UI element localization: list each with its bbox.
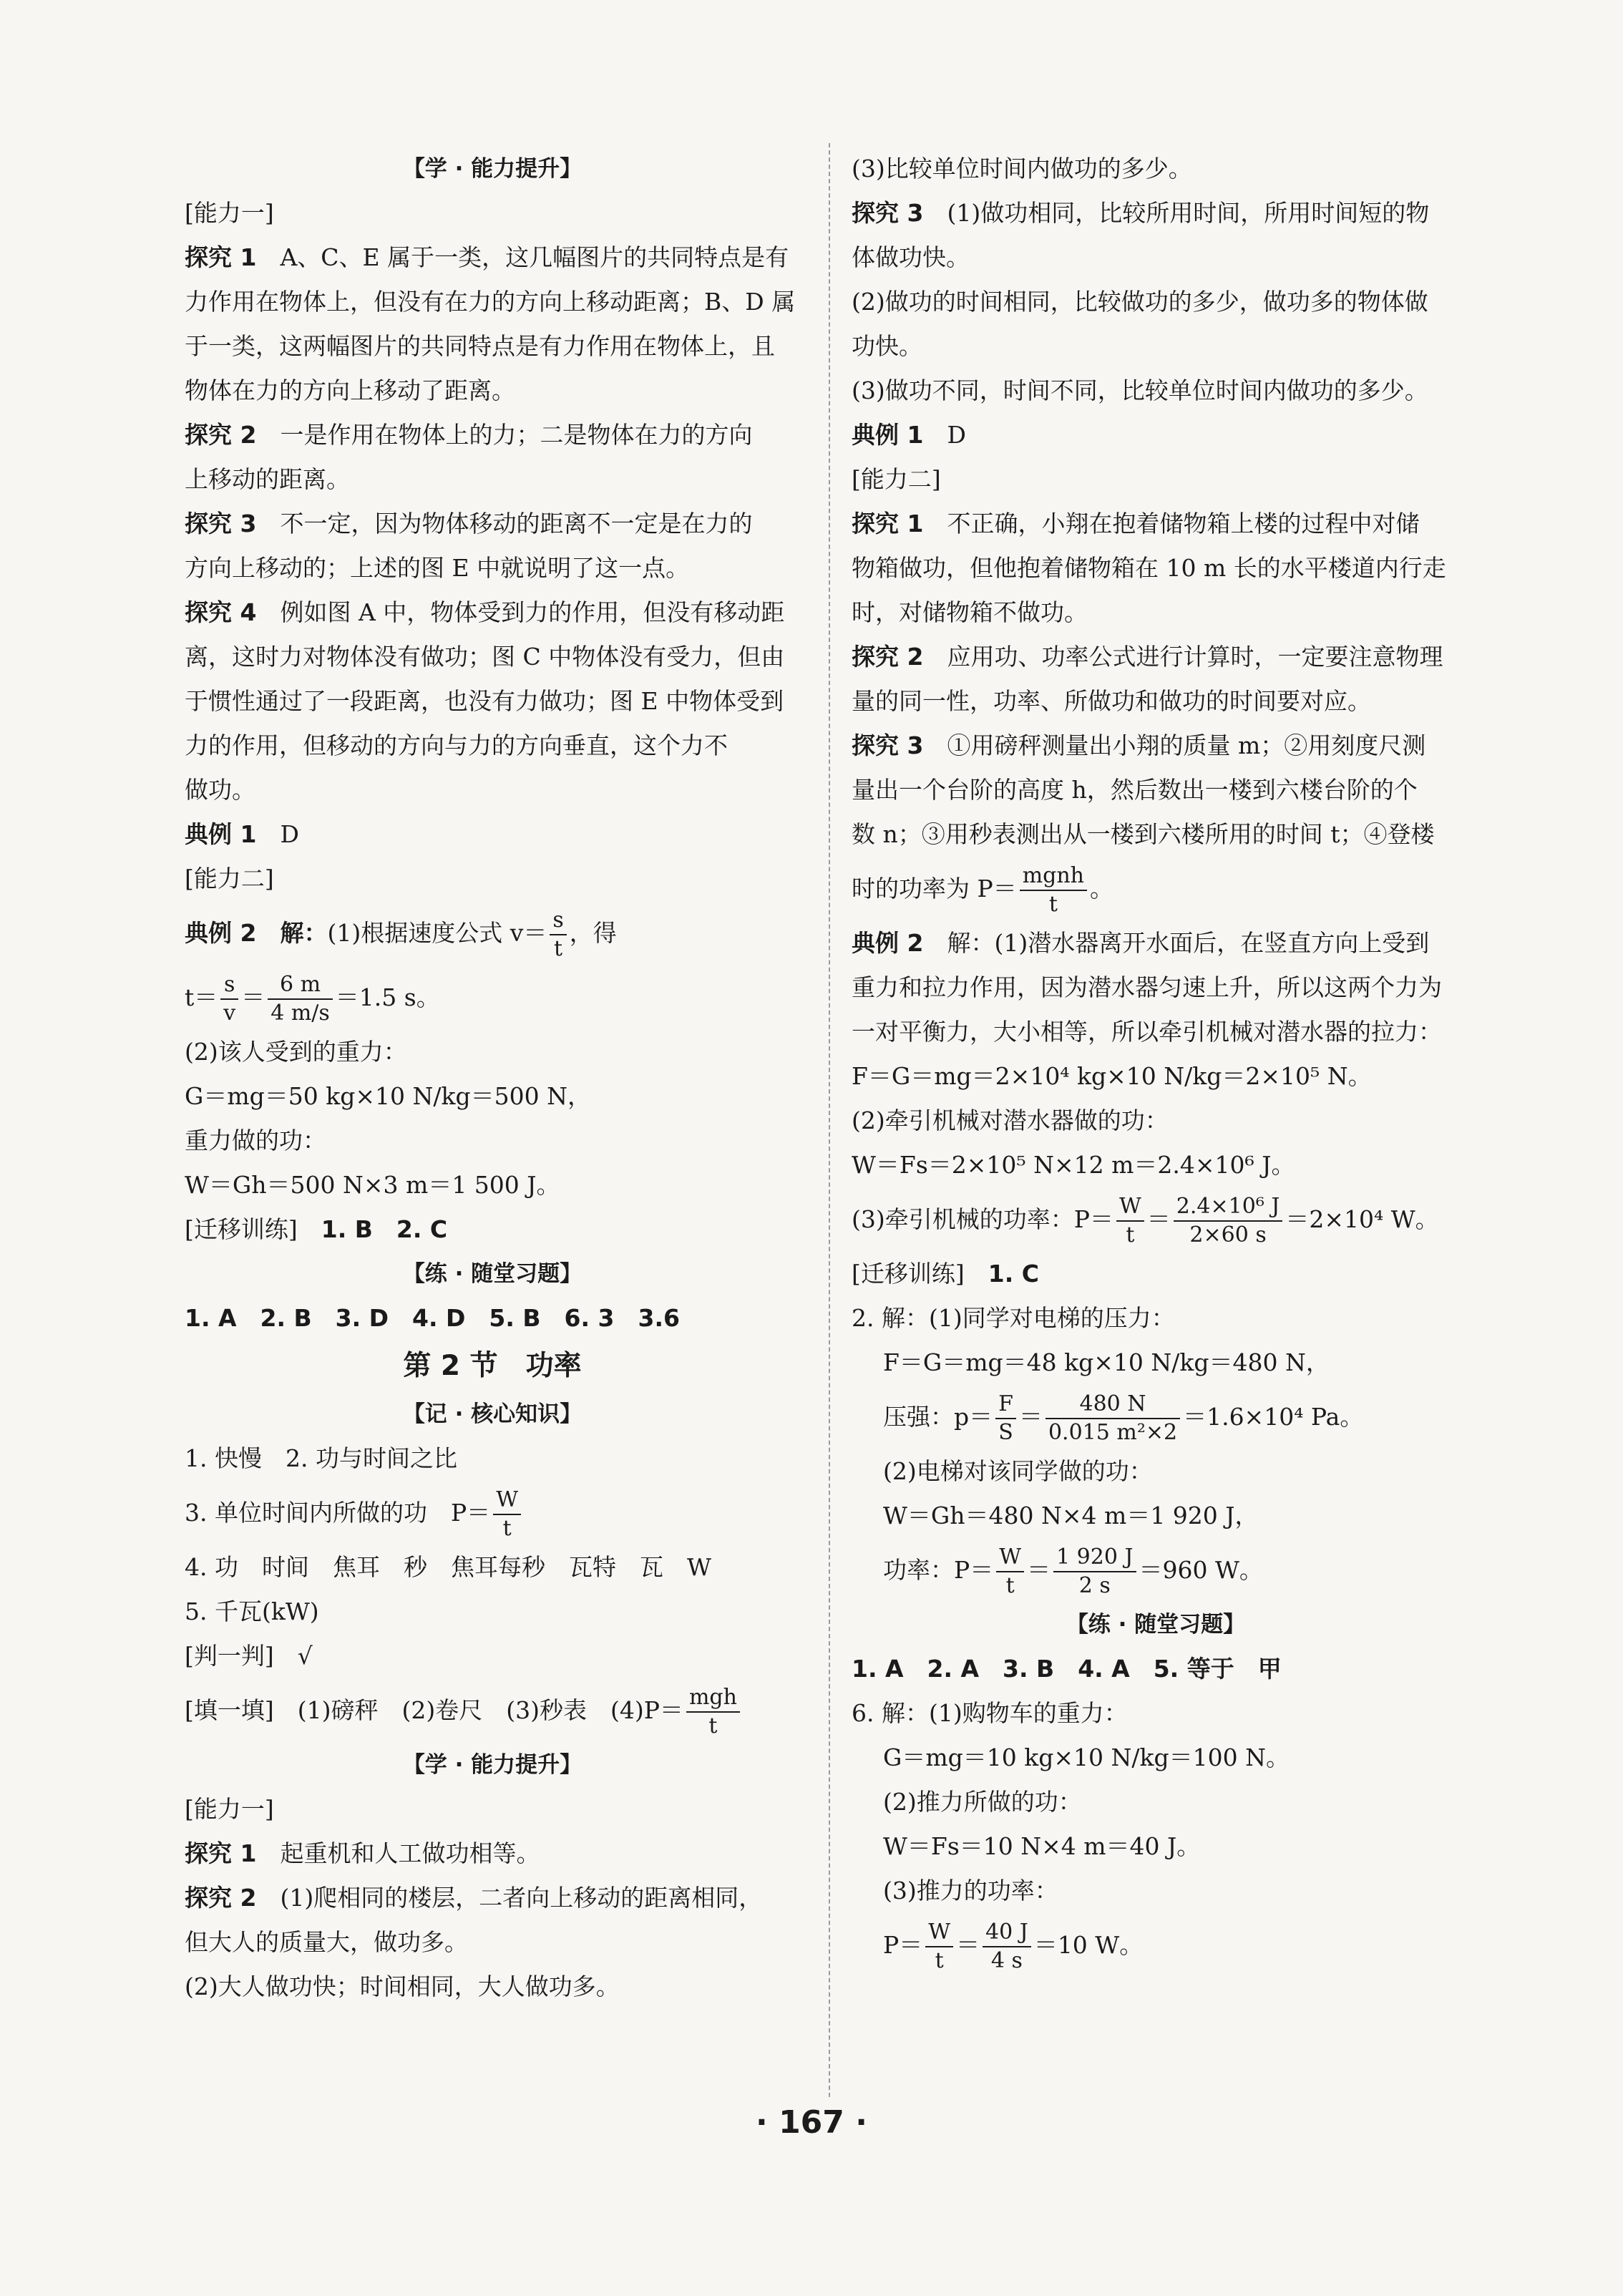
section-title: 第 2 节 功率 bbox=[403, 1350, 582, 1382]
left-column bbox=[185, 147, 800, 2009]
text-line: 于一类，这两幅图片的共同特点是有力作用在物体上，且 bbox=[185, 332, 775, 360]
formula-line: P＝ $\frac{W}{t}$ ＝ $\frac{40 J}{4 s}$ ＝10 W。 bbox=[883, 1920, 1144, 1973]
fraction: $\frac{W}{t}$ bbox=[493, 1487, 521, 1542]
inquiry-1: 探究 1 起重机和人工做功相等。 bbox=[185, 1839, 540, 1867]
example-2: 典例 2 解：(1)根据速度公式 v＝ $\frac{s}{t}$ ，得 bbox=[185, 908, 617, 961]
formula-line: (3)牵引机械的功率：P＝ $\frac{W}{t}$ ＝ $\frac{\text{2.4×10⁶ J}}{2\times 60 s}$ ＝2×10⁴ W。 bbox=[852, 1194, 1439, 1247]
text-line: 重力做的功： bbox=[185, 1127, 326, 1154]
fraction: $\frac{s}{v}$ bbox=[220, 971, 238, 1027]
text-line: 时，对储物箱不做功。 bbox=[852, 598, 1088, 626]
right-column bbox=[852, 147, 1460, 1978]
ability-label: [能力二] bbox=[852, 465, 941, 493]
inquiry-2: 探究 2 应用功、功率公式进行计算时，一定要注意物理 bbox=[852, 643, 1443, 671]
inquiry-1: 探究 1 A、C、E 属于一类，这几幅图片的共同特点是有 bbox=[185, 243, 789, 271]
text-line: (2)牵引机械对潜水器做的功： bbox=[852, 1106, 1169, 1134]
text-line: 6. 解：(1)购物车的重力： bbox=[852, 1699, 1128, 1727]
text-line: 力的作用，但移动的方向与力的方向垂直，这个力不 bbox=[185, 731, 728, 759]
text-line: F＝G＝mg＝2×10⁴ kg×10 N/kg＝2×10⁵ N。 bbox=[852, 1062, 1372, 1090]
formula-line: 功率：P＝ $\frac{W}{t}$ ＝ $\frac{1 920 J}{2 s}$ ＝960 W。 bbox=[883, 1545, 1263, 1598]
text-line: W＝Fs＝10 N×4 m＝40 J。 bbox=[883, 1832, 1201, 1860]
inquiry-3: 探究 3 ①用磅秤测量出小翔的质量 m；②用刻度尺测 bbox=[852, 731, 1426, 759]
example-2: 典例 2 解：(1)潜水器离开水面后，在竖直方向上受到 bbox=[852, 929, 1430, 957]
fraction: $\frac{\text{mgnh}}{t}$ bbox=[1020, 862, 1087, 918]
ability-label: [能力二] bbox=[185, 865, 274, 892]
transfer-training: [迁移训练] 1. C bbox=[852, 1260, 1039, 1288]
text-line: W＝Gh＝480 N×4 m＝1 920 J， bbox=[883, 1502, 1259, 1529]
fraction: $\frac{F}{S}$ bbox=[995, 1391, 1016, 1446]
text-line: (2)推力所做的功： bbox=[883, 1788, 1082, 1816]
inquiry-1: 探究 1 不正确，小翔在抱着储物箱上楼的过程中对储 bbox=[852, 510, 1420, 537]
text-line: 于惯性通过了一段距离，也没有力做功；图 E 中物体受到 bbox=[185, 687, 784, 715]
page-number: · 167 · bbox=[756, 2104, 867, 2141]
text-line: G＝mg＝10 kg×10 N/kg＝100 N。 bbox=[883, 1743, 1290, 1771]
formula-line: t＝ $\frac{s}{v}$ ＝ $\frac{6 m}{4 m/s}$ ＝1.5 s。 bbox=[185, 972, 440, 1026]
fraction: $\frac{480 N}{\text{0.015 m²×2}}$ bbox=[1046, 1391, 1180, 1446]
text-line: (3)比较单位时间内做功的多少。 bbox=[852, 155, 1192, 183]
text-line: (2)大人做功快；时间相同，大人做功多。 bbox=[185, 1972, 620, 2000]
text-line: 力作用在物体上，但没有在力的方向上移动距离；B、D 属 bbox=[185, 288, 796, 316]
knowledge-item: 3. 单位时间内所做的功 P＝ $\frac{W}{t}$ bbox=[185, 1481, 800, 1545]
text-line: 一对平衡力，大小相等，所以牵引机械对潜水器的拉力： bbox=[852, 1018, 1442, 1046]
judge-item: [判一判] √ bbox=[185, 1642, 313, 1670]
transfer-training: [迁移训练] 1. B 2. C bbox=[185, 1215, 448, 1243]
text-line: 做功。 bbox=[185, 776, 255, 804]
text-line: (3)推力的功率： bbox=[883, 1877, 1058, 1905]
fill-item: [填一填] (1)磅秤 (2)卷尺 (3)秒表 (4)P＝ $\frac{\text{mgh}}{t}$ bbox=[185, 1678, 800, 1743]
section-heading: 【练 · 随堂习题】 bbox=[1066, 1612, 1246, 1638]
text-line: 量出一个台阶的高度 h，然后数出一楼到六楼台阶的个 bbox=[852, 776, 1418, 804]
text-line: (2)电梯对该同学做的功： bbox=[883, 1457, 1153, 1485]
fraction: $\frac{40 J}{4 s}$ bbox=[983, 1919, 1031, 1975]
knowledge-item: 1. 快慢 2. 功与时间之比 bbox=[185, 1444, 457, 1472]
inquiry-2: 探究 2 (1)爬相同的楼层，二者向上移动的距离相同， bbox=[185, 1884, 763, 1912]
knowledge-item: 4. 功 时间 焦耳 秒 焦耳每秒 瓦特 瓦 W bbox=[185, 1553, 711, 1581]
inquiry-3: 探究 3 不一定，因为物体移动的距离不一定是在力的 bbox=[185, 510, 753, 537]
ability-label: [能力一] bbox=[185, 1795, 274, 1823]
fraction: $\frac{W}{t}$ bbox=[996, 1544, 1024, 1600]
text-line: F＝G＝mg＝48 kg×10 N/kg＝480 N， bbox=[883, 1348, 1330, 1376]
fraction: $\frac{\text{2.4×10⁶ J}}{2\times 60 s}$ bbox=[1174, 1193, 1283, 1249]
text-line: G＝mg＝50 kg×10 N/kg＝500 N， bbox=[185, 1082, 591, 1110]
section-heading: 【记 · 核心知识】 bbox=[402, 1401, 583, 1427]
text-line: 功快。 bbox=[852, 332, 922, 360]
fraction: $\frac{\text{mgh}}{t}$ bbox=[686, 1684, 740, 1740]
fraction: $\frac{W}{t}$ bbox=[1116, 1193, 1144, 1249]
text-line: 数 n；③用秒表测出从一楼到六楼所用的时间 t；④登楼 bbox=[852, 820, 1435, 848]
text-line: W＝Fs＝2×10⁵ N×12 m＝2.4×10⁶ J。 bbox=[852, 1151, 1295, 1179]
fraction: $\frac{W}{t}$ bbox=[925, 1919, 953, 1975]
text-line: 物体在力的方向上移动了距离。 bbox=[185, 376, 515, 404]
section-heading: 【学 · 能力提升】 bbox=[402, 156, 583, 182]
inquiry-4: 探究 4 例如图 A 中，物体受到力的作用，但没有移动距 bbox=[185, 598, 785, 626]
example-1: 典例 1 D bbox=[852, 421, 966, 449]
ability-label: [能力一] bbox=[185, 199, 274, 227]
formula-line: 压强：p＝ $\frac{F}{S}$ ＝ $\frac{480 N}{\text{0.015 m²×2}}$ ＝1.6×10⁴ Pa。 bbox=[883, 1391, 1364, 1445]
fraction: $\frac{s}{t}$ bbox=[550, 907, 566, 963]
text-line: 2. 解：(1)同学对电梯的压力： bbox=[852, 1304, 1175, 1332]
fraction: $\frac{1 920 J}{2 s}$ bbox=[1053, 1544, 1136, 1600]
text-line: 重力和拉力作用，因为潜水器匀速上升，所以这两个力为 bbox=[852, 973, 1442, 1001]
text-line: 但大人的质量大，做功多。 bbox=[185, 1928, 468, 1956]
text-line: 上移动的距离。 bbox=[185, 465, 350, 493]
exercise-answers: 1. A 2. A 3. B 4. A 5. 等于 甲 bbox=[852, 1655, 1282, 1683]
text-line: W＝Gh＝500 N×3 m＝1 500 J。 bbox=[185, 1171, 560, 1199]
inquiry-3: 探究 3 (1)做功相同，比较所用时间，所用时间短的物 bbox=[852, 199, 1430, 227]
text-line: (2)该人受到的重力： bbox=[185, 1038, 407, 1066]
text-line: (2)做功的时间相同，比较做功的多少，做功多的物体做 bbox=[852, 288, 1428, 316]
text-line: 量的同一性，功率、所做功和做功的时间要对应。 bbox=[852, 687, 1371, 715]
fraction: $\frac{6 m}{4 m/s}$ bbox=[268, 971, 333, 1027]
column-divider bbox=[829, 143, 830, 2097]
section-heading: 【练 · 随堂习题】 bbox=[402, 1261, 583, 1287]
text-line: 离，这时力对物体没有做功；图 C 中物体没有受力，但由 bbox=[185, 643, 785, 671]
formula-line: 时的功率为 P＝ $\frac{\text{mgnh}}{t}$ 。 bbox=[852, 863, 1113, 917]
text-line: 体做功快。 bbox=[852, 243, 970, 271]
text-line: 物箱做功，但他抱着储物箱在 10 m 长的水平楼道内行走 bbox=[852, 554, 1446, 582]
example-1: 典例 1 D bbox=[185, 820, 299, 848]
text-line: (3)做功不同，时间不同，比较单位时间内做功的多少。 bbox=[852, 376, 1428, 404]
exercise-answers: 1. A 2. B 3. D 4. D 5. B 6. 3 3.6 bbox=[185, 1304, 680, 1332]
text-line: 方向上移动的；上述的图 E 中就说明了这一点。 bbox=[185, 554, 690, 582]
knowledge-item: 5. 千瓦(kW) bbox=[185, 1597, 319, 1625]
section-heading: 【学 · 能力提升】 bbox=[402, 1752, 583, 1778]
inquiry-2: 探究 2 一是作用在物体上的力；二是物体在力的方向 bbox=[185, 421, 753, 449]
